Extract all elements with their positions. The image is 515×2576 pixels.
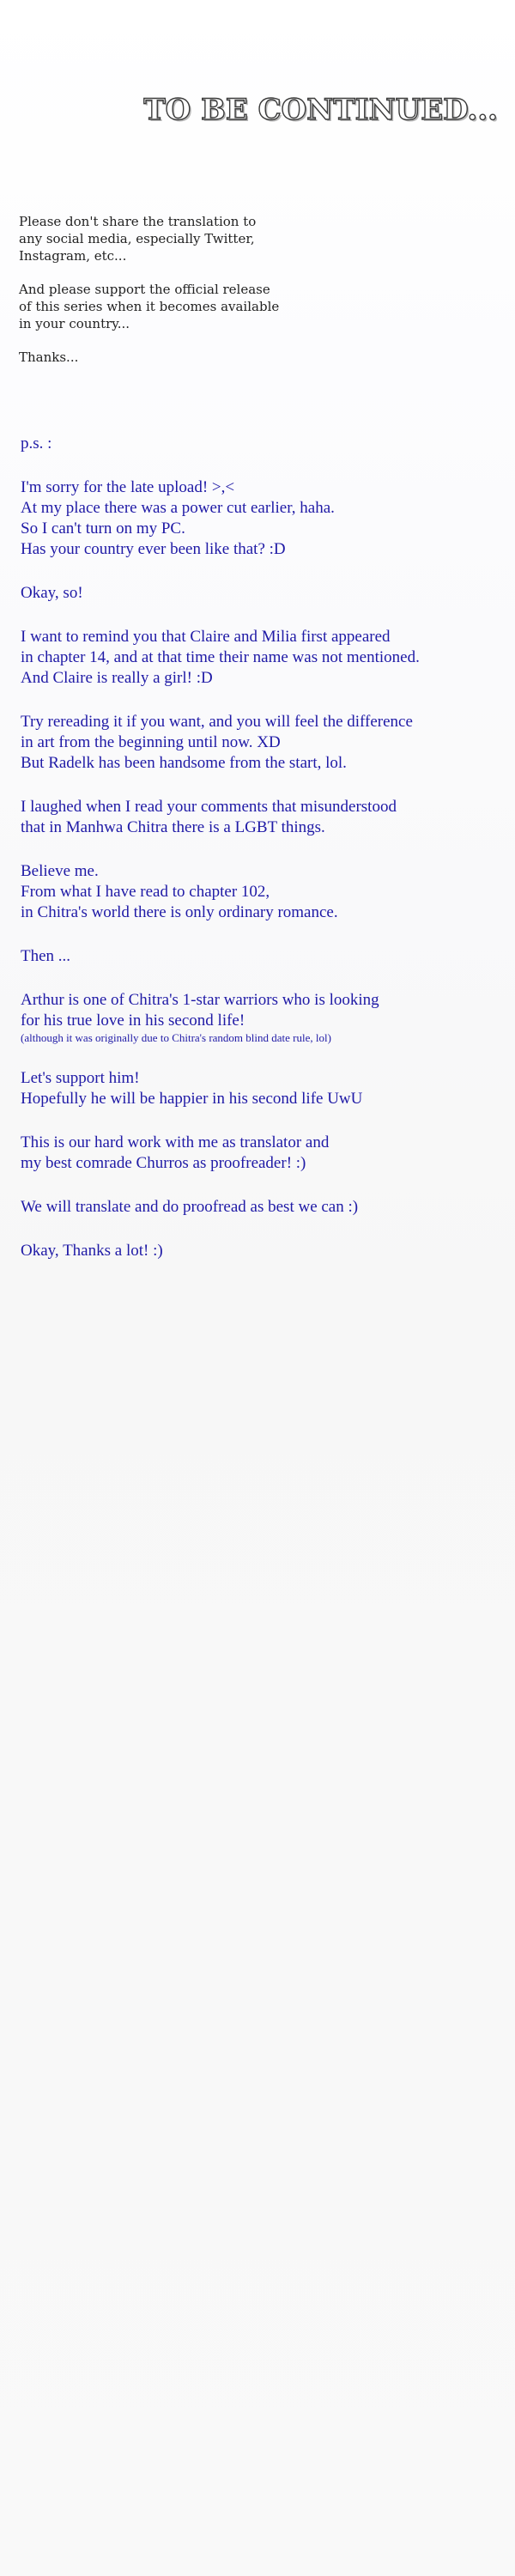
note-line: Has your country ever been like that? :D	[21, 540, 286, 558]
note-line: in Chitra's world there is only ordinary romance.	[21, 903, 338, 921]
note-line: Okay, Thanks a lot! :)	[21, 1242, 163, 1260]
note-line: And Claire is really a girl! :D	[21, 669, 213, 687]
translator-note	[21, 434, 501, 1285]
note-line: that in Manhwa Chitra there is a LGBT things.	[21, 818, 325, 836]
note-line: my best comrade Churros as proofreader! :)	[21, 1154, 306, 1172]
notice-paragraph: And please support the official release of this series when it becomes available in your country...	[19, 282, 280, 331]
note-paragraph	[21, 946, 501, 967]
note-paragraph	[21, 797, 501, 838]
note-paragraph	[21, 712, 501, 774]
note-line: From what I have read to chapter 102,	[21, 883, 270, 901]
note-line: At my place there was a power cut earlier, haha.	[21, 499, 335, 517]
note-line: I'm sorry for the late upload! >,<	[21, 478, 235, 496]
note-line: This is our hard work with me as translator and	[21, 1133, 330, 1151]
notice-block	[19, 213, 302, 382]
ps-label: p.s. :	[21, 434, 52, 453]
note-line: We will translate and do proofread as best we can :)	[21, 1198, 359, 1216]
note-line: Arthur is one of Chitra's 1-star warriors who is looking	[21, 991, 379, 1009]
note-paragraph	[21, 627, 501, 689]
note-line: But Radelk has been handsome from the start, lol.	[21, 754, 347, 772]
note-line: Believe me.	[21, 862, 99, 880]
to-be-continued-title: TO BE CONTINUED...	[143, 93, 498, 127]
note-line: Let's support him!	[21, 1069, 140, 1087]
note-line: So I can't turn on my PC.	[21, 519, 185, 538]
note-paragraph	[21, 477, 501, 560]
notice-paragraph: Please don't share the translation to any social media, especially Twitter, Instagram, etc...	[19, 214, 257, 264]
notice-paragraph: Thanks...	[19, 349, 79, 365]
note-paragraph	[21, 1241, 501, 1261]
note-paragraph	[21, 861, 501, 923]
note-paragraph	[21, 1068, 501, 1109]
note-line: I want to remind you that Claire and Milia first appeared	[21, 628, 391, 646]
note-line: Try rereading it if you want, and you will feel the difference	[21, 713, 413, 731]
note-line: Then ...	[21, 947, 71, 965]
note-paragraph	[21, 1197, 501, 1218]
note-aside: (although it was originally due to Chitra's random blind date rule, lol)	[21, 1031, 331, 1044]
note-line: in art from the beginning until now. XD	[21, 733, 281, 751]
note-paragraph	[21, 990, 501, 1045]
note-line: for his true love in his second life!	[21, 1012, 245, 1030]
note-line: Hopefully he will be happier in his second life UwU	[21, 1090, 363, 1108]
note-paragraph	[21, 1133, 501, 1174]
note-line: Okay, so!	[21, 584, 83, 602]
note-line: in chapter 14, and at that time their name was not mentioned.	[21, 648, 420, 666]
note-paragraph	[21, 583, 501, 604]
note-line: I laughed when I read your comments that misunderstood	[21, 798, 397, 816]
